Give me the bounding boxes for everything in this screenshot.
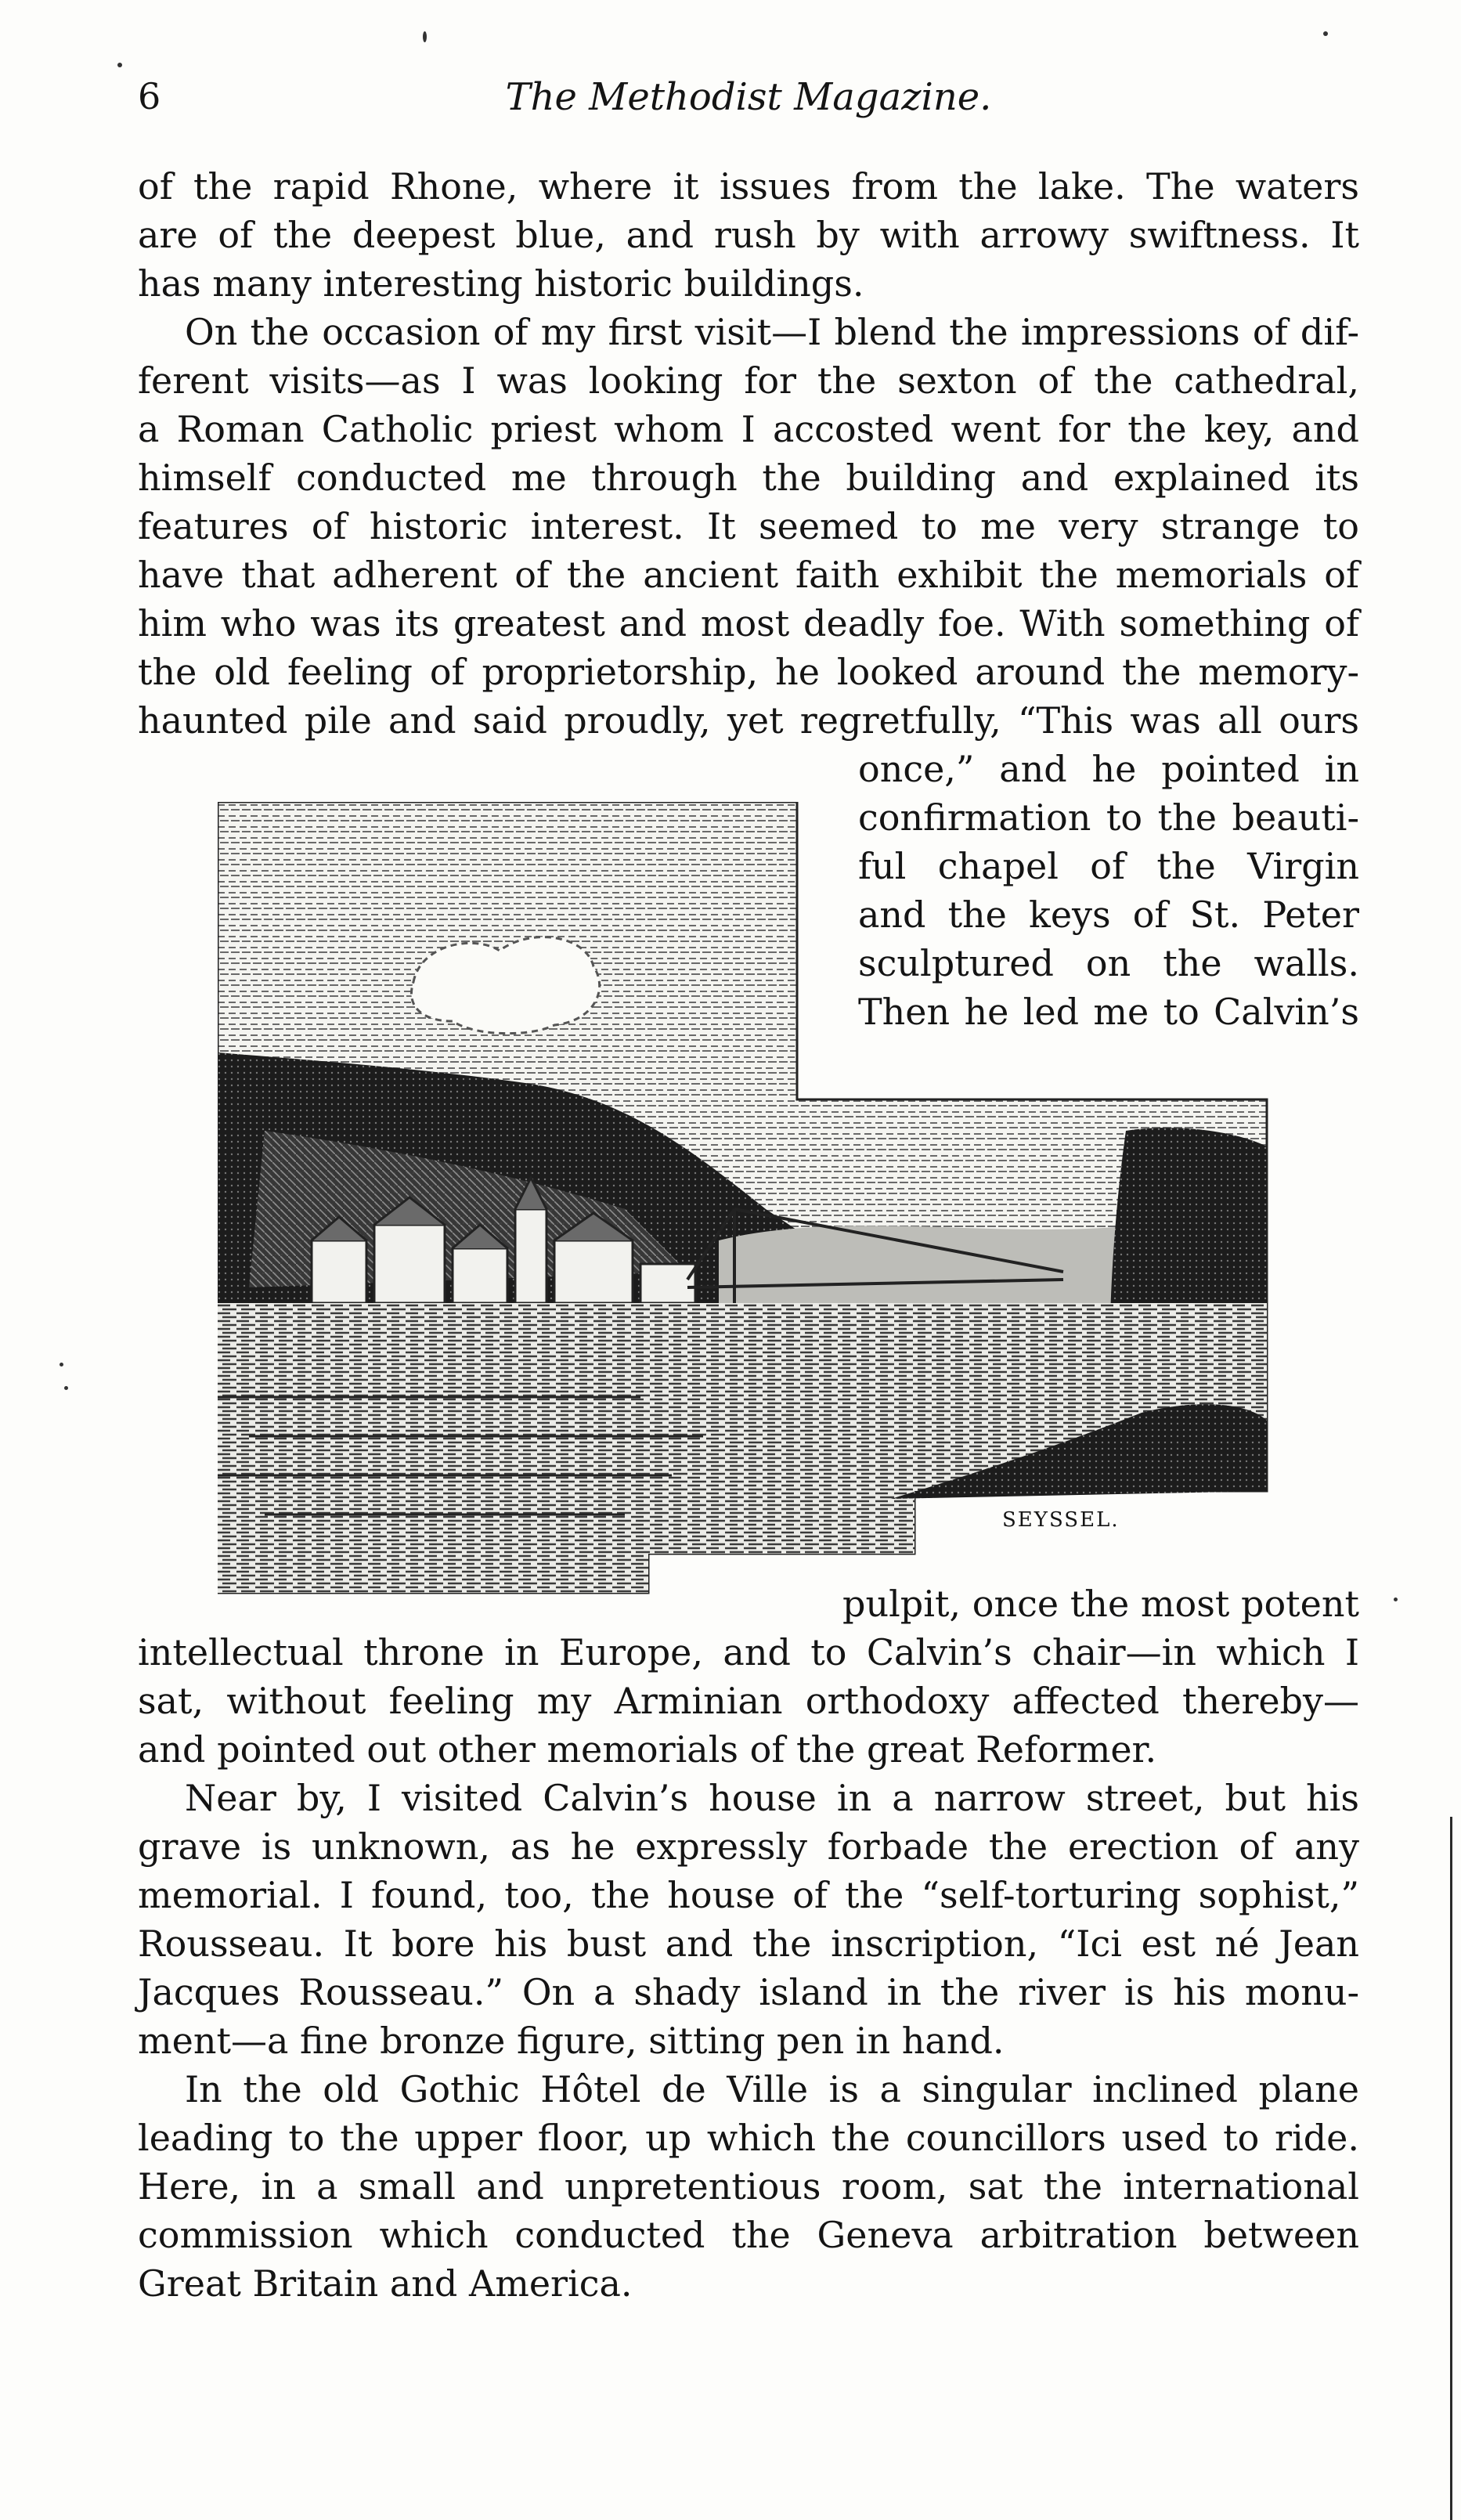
scan-speck <box>117 63 122 67</box>
text-line: of the rapid Rhone, where it issues from the lake. The waters <box>138 165 1359 208</box>
wrapped-text-line: confirmation to the beauti- <box>858 796 1359 839</box>
text-line: leading to the upper floor, up which the councillors used to ride. <box>138 2117 1359 2159</box>
wrapped-text-line: ful chapel of the Virgin <box>858 845 1359 887</box>
text-line: himself conducted me through the building and explained its <box>138 457 1359 499</box>
scan-speck <box>423 31 427 42</box>
text-line: Rousseau. It bore his bust and the inscription, “Ici est né Jean <box>138 1922 1359 1965</box>
text-line: are of the deepest blue, and rush by with arrowy swiftness. It <box>138 214 1359 256</box>
engraving-seyssel <box>218 802 1282 1610</box>
text-line: ferent visits—as I was looking for the sexton of the cathedral, <box>138 359 1359 402</box>
text-line: memorial. I found, too, the house of the “self-torturing sophist,” <box>138 1874 1359 1916</box>
scan-speck <box>1394 1598 1398 1601</box>
page-number: 6 <box>138 75 161 117</box>
text-line: sat, without feeling my Arminian orthodoxy affected thereby— <box>138 1680 1359 1722</box>
text-line: the old feeling of proprietorship, he looked around the memory- <box>138 651 1359 693</box>
scan-speck <box>60 1363 63 1367</box>
text-line: features of historic interest. It seemed to me very strange to <box>138 505 1359 547</box>
text-line: him who was its greatest and most deadly foe. With something of <box>138 602 1359 644</box>
text-line: commission which conducted the Geneva arbitration between <box>138 2214 1359 2256</box>
text-line: and pointed out other memorials of the great Reformer. <box>138 1728 1157 1771</box>
wrapped-text-line: sculptured on the walls. <box>858 942 1359 984</box>
paragraph-start-line: In the old Gothic Hôtel de Ville is a singular inclined plane <box>185 2068 1359 2110</box>
text-line: grave is unknown, as he expressly forbade the erection of any <box>138 1825 1359 1868</box>
text-line: a Roman Catholic priest whom I accosted went for the key, and <box>138 408 1359 450</box>
scan-speck <box>1323 31 1328 36</box>
text-line: haunted pile and said proudly, yet regretfully, “This was all ours <box>138 699 1359 742</box>
text-line: Great Britain and America. <box>138 2262 633 2305</box>
wrapped-text-line: once,” and he pointed in <box>858 748 1359 790</box>
running-title: The Methodist Magazine. <box>505 75 992 119</box>
paragraph-start-line: On the occasion of my first visit—I blend the impressions of dif- <box>185 311 1359 353</box>
paragraph-start-line: Near by, I visited Calvin’s house in a narrow street, but his <box>185 1777 1359 1819</box>
text-line: Here, in a small and unpretentious room, sat the international <box>138 2165 1359 2208</box>
running-header <box>138 75 1359 130</box>
scan-speck <box>64 1386 68 1390</box>
text-line: intellectual throne in Europe, and to Calvin’s chair—in which I <box>138 1631 1359 1673</box>
text-line: have that adherent of the ancient faith exhibit the memorials of <box>138 554 1359 596</box>
text-line: ment—a fine bronze figure, sitting pen in hand. <box>138 2020 1005 2062</box>
text-line: has many interesting historic buildings. <box>138 262 864 305</box>
engraving-illustration <box>218 802 1282 1610</box>
wrapped-text-line: pulpit, once the most potent <box>842 1583 1359 1625</box>
wrapped-text-line: Then he led me to Calvin’s <box>858 991 1359 1033</box>
text-line: Jacques Rousseau.” On a shady island in the river is his monu- <box>138 1971 1359 2013</box>
scan-edge-line <box>1450 1817 1452 2520</box>
figure-caption: SEYSSEL. <box>1002 1508 1120 1532</box>
wrapped-text-line: and the keys of St. Peter <box>858 894 1359 936</box>
